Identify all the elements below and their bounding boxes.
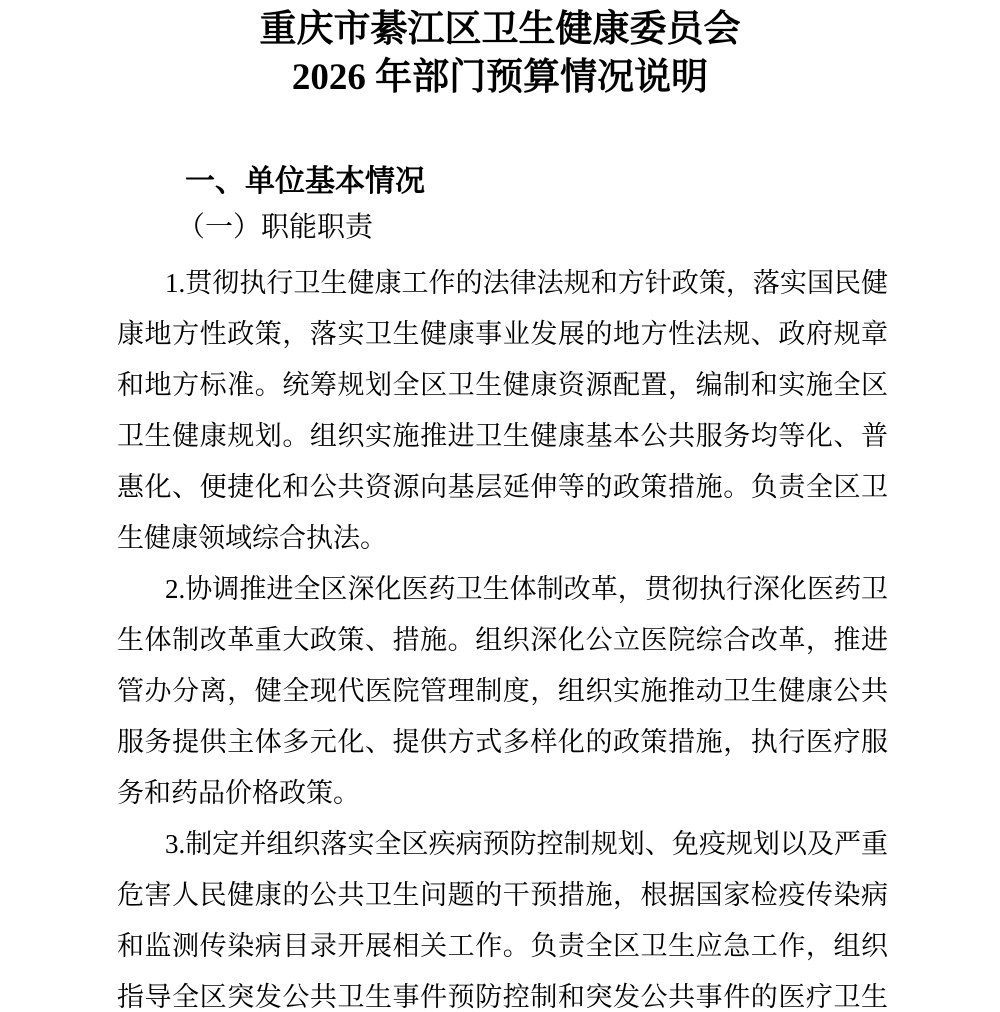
body-line: 生体制改革重大政策、措施。组织深化公立医院综合改革，推进	[117, 625, 888, 655]
section-heading: 一、单位基本情况	[185, 165, 425, 198]
document-title	[0, 0, 1000, 102]
body-line: 3.制定并组织落实全区疾病预防控制规划、免疫规划以及严重	[165, 829, 888, 859]
document-title-line2: 2026 年部门预算情况说明	[291, 57, 709, 98]
body-line: 卫生健康规划。组织实施推进卫生健康基本公共服务均等化、普	[117, 421, 888, 451]
body-line: 1.贯彻执行卫生健康工作的法律法规和方针政策，落实国民健	[165, 268, 888, 298]
subsection-heading: （一）职能职责	[177, 212, 374, 243]
body-line: 危害人民健康的公共卫生问题的干预措施，根据国家检疫传染病	[117, 880, 888, 910]
body-line: 康地方性政策，落实卫生健康事业发展的地方性法规、政府规章	[117, 319, 888, 349]
body-line: 指导全区突发公共卫生事件预防控制和突发公共事件的医疗卫生	[117, 982, 888, 1012]
body-line: 管办分离，健全现代医院管理制度，组织实施推动卫生健康公共	[117, 676, 888, 706]
document-content	[0, 161, 1000, 1012]
document-title-line1: 重庆市綦江区卫生健康委员会	[259, 9, 741, 50]
document-body	[117, 258, 888, 1012]
body-line: 惠化、便捷化和公共资源向基层延伸等的政策措施。负责全区卫	[117, 472, 888, 502]
body-line: 2.协调推进全区深化医药卫生体制改革，贯彻执行深化医药卫	[165, 574, 888, 604]
body-line: 和地方标准。统筹规划全区卫生健康资源配置，编制和实施全区	[117, 370, 888, 400]
body-line: 和监测传染病目录开展相关工作。负责全区卫生应急工作，组织	[117, 931, 888, 961]
body-line: 生健康领域综合执法。	[117, 523, 387, 553]
body-line: 务和药品价格政策。	[117, 778, 360, 808]
body-line: 服务提供主体多元化、提供方式多样化的政策措施，执行医疗服	[117, 727, 888, 757]
